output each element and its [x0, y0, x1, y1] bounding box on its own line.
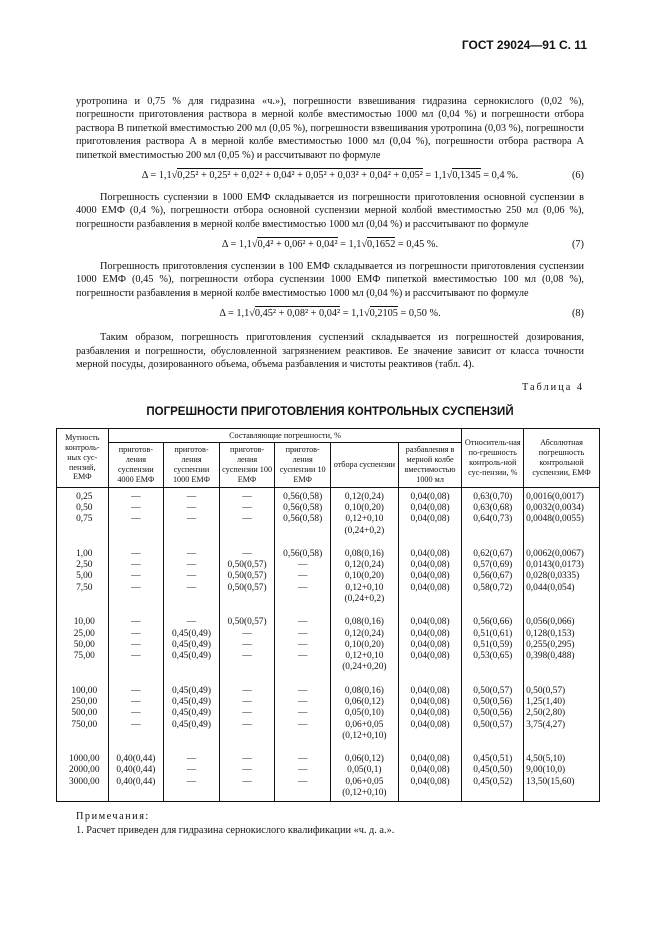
header-absolute: Абсолютная погрешность контрольной суспензии, ЕМФ — [524, 428, 600, 487]
cell-absolute: 1,25(1,40) — [524, 697, 600, 708]
cell-prep-1000: 0,45(0,49) — [164, 708, 220, 719]
cell-absolute: 0,0032(0,0034) — [524, 503, 600, 514]
cell-dilution: 0,04(0,08) — [398, 560, 462, 571]
cell-turbidity: 250,00 — [57, 697, 109, 708]
table-row — [57, 686, 600, 697]
table-row — [57, 754, 600, 765]
cell-turbidity: 100,00 — [57, 686, 109, 697]
table-row — [57, 651, 600, 674]
gap-cell — [108, 537, 164, 549]
cell-absolute: 0,0143(0,0173) — [524, 560, 600, 571]
gap-cell — [108, 674, 164, 686]
gap-cell — [275, 674, 331, 686]
cell-prep-1000: 0,45(0,49) — [164, 651, 220, 674]
table-row — [57, 697, 600, 708]
gap-cell — [275, 742, 331, 754]
formula-7-result: = 0,45 %. — [395, 239, 439, 250]
cell-dilution: 0,04(0,08) — [398, 777, 462, 802]
cell-prep-100: — — [219, 765, 275, 776]
cell-turbidity: 750,00 — [57, 720, 109, 743]
cell-relative: 0,45(0,51) — [462, 754, 524, 765]
group-gap — [57, 605, 600, 617]
subheader-sampling: отбора суспензии — [331, 443, 399, 487]
cell-relative: 0,58(0,72) — [462, 583, 524, 606]
page-header: ГОСТ 29024—91 С. 11 — [461, 38, 587, 52]
cell-relative: 0,63(0,70) — [462, 487, 524, 503]
gap-cell — [462, 537, 524, 549]
cell-prep-4000: — — [108, 629, 164, 640]
errors-table — [56, 428, 600, 803]
cell-prep-4000: 0,40(0,44) — [108, 754, 164, 765]
gap-cell — [524, 674, 600, 686]
table-row — [57, 487, 600, 503]
cell-prep-10: — — [275, 697, 331, 708]
gap-cell — [524, 742, 600, 754]
cell-prep-10: 0,56(0,58) — [275, 487, 331, 503]
cell-relative: 0,50(0,57) — [462, 720, 524, 743]
table-row — [57, 617, 600, 628]
subheader-100: приготов-ления суспензии 100 ЕМФ — [219, 443, 275, 487]
cell-prep-100: — — [219, 777, 275, 802]
cell-prep-10: — — [275, 583, 331, 606]
cell-absolute: 3,75(4,27) — [524, 720, 600, 743]
cell-sampling: 0,08(0,16) — [331, 686, 399, 697]
gap-cell — [219, 537, 275, 549]
cell-prep-4000: — — [108, 503, 164, 514]
formula-7 — [76, 234, 584, 256]
cell-dilution: 0,04(0,08) — [398, 514, 462, 537]
cell-absolute: 0,398(0,488) — [524, 651, 600, 674]
notes-header: Примечания: — [76, 811, 150, 823]
cell-prep-4000: — — [108, 651, 164, 674]
cell-turbidity: 0,25 — [57, 487, 109, 503]
cell-absolute: 0,0016(0,0017) — [524, 487, 600, 503]
cell-sampling: 0,06(0,12) — [331, 697, 399, 708]
cell-absolute: 13,50(15,60) — [524, 777, 600, 802]
table-row — [57, 765, 600, 776]
cell-turbidity: 3000,00 — [57, 777, 109, 802]
subheader-4000: приготов-ления суспензии 4000 ЕМФ — [108, 443, 164, 487]
cell-relative: 0,62(0,67) — [462, 549, 524, 560]
cell-prep-1000: — — [164, 571, 220, 582]
gap-cell — [57, 605, 109, 617]
cell-prep-1000: — — [164, 777, 220, 802]
cell-prep-4000: — — [108, 697, 164, 708]
cell-turbidity: 1,00 — [57, 549, 109, 560]
cell-dilution: 0,04(0,08) — [398, 754, 462, 765]
cell-prep-100: — — [219, 640, 275, 651]
formula-8-radicand: 0,45² + 0,08² + 0,04² — [254, 308, 341, 320]
cell-absolute: 0,255(0,295) — [524, 640, 600, 651]
cell-dilution: 0,04(0,08) — [398, 686, 462, 697]
header-turbidity: Мутность контроль-ных сус-пензий, ЕМФ — [57, 428, 109, 487]
cell-dilution: 0,04(0,08) — [398, 640, 462, 651]
gap-cell — [462, 742, 524, 754]
cell-prep-100: — — [219, 754, 275, 765]
cell-absolute: 0,0048(0,0055) — [524, 514, 600, 537]
table-row — [57, 720, 600, 743]
gap-cell — [331, 674, 399, 686]
table-label: Таблица 4 — [521, 382, 584, 394]
cell-turbidity: 1000,00 — [57, 754, 109, 765]
gap-cell — [398, 605, 462, 617]
cell-absolute: 0,128(0,153) — [524, 629, 600, 640]
table-row — [57, 571, 600, 582]
cell-prep-4000: — — [108, 571, 164, 582]
cell-turbidity: 5,00 — [57, 571, 109, 582]
cell-dilution: 0,04(0,08) — [398, 549, 462, 560]
paragraph-1: уротропина и 0,75 % для гидразина «ч.»), погрешности взвешивания гидразина сернокислого (0,02 %), погрешности приготовления раствора в мерной колбе вместимостью 1000 мл (0,04 %) и погрешности отбора раствора В пипеткой вместимостью 200 мл (0,05 %), погрешности взвешивания уротропина (0,03 %), погрешности приготовления раствора А в мерной колбе вместимостью 1000 мл (0,04 %), погрешности отбора раствора А пипеткой вместимостью 200 мл (0,05 %) и рассчитывают по формуле — [76, 96, 584, 161]
cell-prep-4000: — — [108, 487, 164, 503]
paragraph-4: Таким образом, погрешность приготовления суспензий складывается из погрешностей дозирования, разбавления и погрешности, обусловленной загрязнением реактивов. Ее значение зависит от класса точности мерной посуды, дозированного объема, объема разбавления и чистоты реактивов (табл. 4). — [76, 332, 584, 370]
cell-dilution: 0,04(0,08) — [398, 487, 462, 503]
cell-relative: 0,64(0,73) — [462, 514, 524, 537]
cell-prep-4000: — — [108, 549, 164, 560]
cell-prep-100: 0,50(0,57) — [219, 583, 275, 606]
cell-prep-10: — — [275, 720, 331, 743]
cell-sampling: 0,10(0,20) — [331, 640, 399, 651]
cell-prep-100: — — [219, 651, 275, 674]
cell-turbidity: 7,50 — [57, 583, 109, 606]
gap-cell — [164, 674, 220, 686]
gap-cell — [275, 605, 331, 617]
cell-turbidity: 25,00 — [57, 629, 109, 640]
gap-cell — [524, 537, 600, 549]
table-row — [57, 640, 600, 651]
cell-sampling: 0,12(0,24) — [331, 487, 399, 503]
cell-prep-1000: — — [164, 560, 220, 571]
table-body — [57, 487, 600, 801]
cell-dilution: 0,04(0,08) — [398, 503, 462, 514]
cell-prep-10: — — [275, 754, 331, 765]
cell-prep-10: — — [275, 686, 331, 697]
paragraph-2: Погрешность суспензии в 1000 ЕМФ складывается из погрешности приготовления основной суспензии в 4000 ЕМФ (0,4 %), погрешности отбора основной суспензии мерной колбой вместимостью 250 мл (0,06 %), погрешности разбавления в мерной колбе вместимостью 1000 мл (0,04 %) и рассчитывают по формуле — [76, 191, 584, 230]
cell-prep-100: — — [219, 697, 275, 708]
table-row — [57, 503, 600, 514]
paragraph-3: Погрешность приготовления суспензии в 100 ЕМФ складывается из погрешности приготовления суспензии 1000 ЕМФ (0,45 %), погрешности отбора суспензии 1000 ЕМФ пипеткой вместимостью 100 мл (0,08 %), погрешности разбавления в мерной колбе вместимостью 1000 мл (0,04 %) и рассчитывают по формуле — [76, 261, 584, 299]
gap-cell — [164, 605, 220, 617]
cell-prep-10: — — [275, 617, 331, 628]
cell-sampling: 0,12(0,24) — [331, 560, 399, 571]
gap-cell — [524, 605, 600, 617]
cell-prep-1000: — — [164, 765, 220, 776]
gap-cell — [331, 605, 399, 617]
formula-8-prefix: Δ = 1,1√ — [219, 308, 255, 320]
gap-cell — [164, 742, 220, 754]
formula-6-radicand-2: 0,1345 — [452, 169, 481, 181]
formula-6 — [76, 165, 584, 187]
gap-cell — [219, 605, 275, 617]
gap-cell — [108, 605, 164, 617]
cell-prep-100: — — [219, 720, 275, 743]
cell-sampling: 0,08(0,16) — [331, 617, 399, 628]
cell-prep-10: — — [275, 571, 331, 582]
cell-turbidity: 0,50 — [57, 503, 109, 514]
formula-6-prefix: Δ = 1,1√ — [141, 169, 178, 181]
cell-sampling: 0,06+0,05 (0,12+0,10) — [331, 777, 399, 802]
gap-cell — [57, 742, 109, 754]
gap-cell — [275, 537, 331, 549]
cell-absolute: 0,0062(0,0067) — [524, 549, 600, 560]
cell-dilution: 0,04(0,08) — [398, 571, 462, 582]
cell-prep-1000: 0,45(0,49) — [164, 686, 220, 697]
formula-8 — [76, 303, 584, 325]
cell-turbidity: 50,00 — [57, 640, 109, 651]
gap-cell — [398, 742, 462, 754]
cell-dilution: 0,04(0,08) — [398, 583, 462, 606]
cell-prep-1000: 0,45(0,49) — [164, 720, 220, 743]
cell-absolute: 9,00(10,0) — [524, 765, 600, 776]
cell-sampling: 0,12+0,10 (0,24+0,2) — [331, 583, 399, 606]
cell-prep-100: — — [219, 514, 275, 537]
cell-prep-1000: — — [164, 514, 220, 537]
cell-prep-10: — — [275, 640, 331, 651]
gap-cell — [331, 537, 399, 549]
cell-prep-10: — — [275, 765, 331, 776]
gap-cell — [219, 674, 275, 686]
cell-prep-100: — — [219, 708, 275, 719]
gap-cell — [398, 537, 462, 549]
cell-prep-100: 0,50(0,57) — [219, 571, 275, 582]
cell-prep-4000: — — [108, 708, 164, 719]
cell-absolute: 4,50(5,10) — [524, 754, 600, 765]
cell-prep-1000: 0,45(0,49) — [164, 640, 220, 651]
gap-cell — [57, 537, 109, 549]
cell-turbidity: 0,75 — [57, 514, 109, 537]
table-row — [57, 549, 600, 560]
formula-6-number: (6) — [571, 169, 584, 181]
cell-relative: 0,50(0,57) — [462, 686, 524, 697]
formula-8-mid: = 1,1√ — [340, 308, 370, 320]
note-1: 1. Расчет приведен для гидразина сернокислого квалификации «ч. д. а.». — [76, 824, 395, 836]
cell-sampling: 0,06(0,12) — [331, 754, 399, 765]
table-title: ПОГРЕШНОСТИ ПРИГОТОВЛЕНИЯ КОНТРОЛЬНЫХ СУСПЕНЗИЙ — [146, 405, 514, 418]
cell-dilution: 0,04(0,08) — [398, 720, 462, 743]
formula-7-radicand: 0,4² + 0,06² + 0,04² — [257, 239, 338, 250]
cell-sampling: 0,10(0,20) — [331, 571, 399, 582]
cell-prep-4000: 0,40(0,44) — [108, 777, 164, 802]
cell-dilution: 0,04(0,08) — [398, 697, 462, 708]
cell-relative: 0,45(0,50) — [462, 765, 524, 776]
cell-prep-100: — — [219, 487, 275, 503]
subheader-1000: приготов-ления суспензии 1000 ЕМФ — [164, 443, 220, 487]
cell-sampling: 0,08(0,16) — [331, 549, 399, 560]
header-components: Составляющие погрешности, % — [108, 428, 462, 443]
table-row — [57, 514, 600, 537]
cell-dilution: 0,04(0,08) — [398, 629, 462, 640]
formula-7-mid: = 1,1√ — [337, 239, 368, 250]
cell-dilution: 0,04(0,08) — [398, 617, 462, 628]
cell-prep-4000: — — [108, 514, 164, 537]
cell-turbidity: 2,50 — [57, 560, 109, 571]
formula-6-mid: = 1,1√ — [422, 169, 453, 181]
subheader-dilution: разбавления в мерной колбе вместимостью 1000 мл — [398, 443, 462, 487]
formula-6-result: = 0,4 %. — [480, 169, 519, 181]
group-gap — [57, 742, 600, 754]
cell-relative: 0,53(0,65) — [462, 651, 524, 674]
cell-sampling: 0,12(0,24) — [331, 629, 399, 640]
cell-prep-4000: 0,40(0,44) — [108, 765, 164, 776]
cell-turbidity: 500,00 — [57, 708, 109, 719]
gap-cell — [398, 674, 462, 686]
cell-prep-100: — — [219, 686, 275, 697]
notes — [76, 810, 584, 837]
cell-prep-4000: — — [108, 720, 164, 743]
cell-dilution: 0,04(0,08) — [398, 651, 462, 674]
cell-prep-10: — — [275, 777, 331, 802]
gap-cell — [462, 605, 524, 617]
cell-prep-10: 0,56(0,58) — [275, 503, 331, 514]
cell-absolute: 0,056(0,066) — [524, 617, 600, 628]
table-row — [57, 777, 600, 802]
cell-prep-4000: — — [108, 686, 164, 697]
cell-relative: 0,45(0,52) — [462, 777, 524, 802]
gap-cell — [331, 742, 399, 754]
cell-prep-1000: — — [164, 617, 220, 628]
cell-sampling: 0,05(0,1) — [331, 765, 399, 776]
cell-prep-4000: — — [108, 617, 164, 628]
cell-dilution: 0,04(0,08) — [398, 765, 462, 776]
gap-cell — [164, 537, 220, 549]
gap-cell — [462, 674, 524, 686]
cell-prep-100: — — [219, 629, 275, 640]
formula-8-radicand-2: 0,2105 — [369, 308, 398, 320]
subheader-10: приготов-ления суспензии 10 ЕМФ — [275, 443, 331, 487]
table-row — [57, 560, 600, 571]
cell-absolute: 0,50(0,57) — [524, 686, 600, 697]
cell-prep-1000: — — [164, 549, 220, 560]
gap-cell — [219, 742, 275, 754]
cell-prep-10: — — [275, 651, 331, 674]
cell-prep-1000: — — [164, 754, 220, 765]
formula-6-radicand: 0,25² + 0,25² + 0,02² + 0,04² + 0,05² + 0,03² + 0,04² + 0,05² — [177, 169, 423, 181]
cell-dilution: 0,04(0,08) — [398, 708, 462, 719]
cell-turbidity: 10,00 — [57, 617, 109, 628]
cell-absolute: 0,044(0,054) — [524, 583, 600, 606]
cell-relative: 0,51(0,61) — [462, 629, 524, 640]
group-gap — [57, 537, 600, 549]
formula-8-number: (8) — [571, 308, 584, 320]
table-row — [57, 708, 600, 719]
group-gap — [57, 674, 600, 686]
cell-relative: 0,57(0,69) — [462, 560, 524, 571]
cell-prep-100: 0,50(0,57) — [219, 560, 275, 571]
cell-absolute: 0,028(0,0335) — [524, 571, 600, 582]
cell-prep-10: — — [275, 560, 331, 571]
cell-relative: 0,51(0,59) — [462, 640, 524, 651]
cell-turbidity: 2000,00 — [57, 765, 109, 776]
cell-prep-100: — — [219, 503, 275, 514]
cell-prep-4000: — — [108, 640, 164, 651]
cell-prep-10: — — [275, 708, 331, 719]
cell-relative: 0,50(0,56) — [462, 697, 524, 708]
formula-7-prefix: Δ = 1,1√ — [221, 239, 258, 250]
gap-cell — [57, 674, 109, 686]
cell-prep-1000: — — [164, 487, 220, 503]
cell-turbidity: 75,00 — [57, 651, 109, 674]
cell-sampling: 0,05(0,10) — [331, 708, 399, 719]
cell-prep-1000: — — [164, 503, 220, 514]
document-body — [65, 95, 591, 837]
cell-relative: 0,50(0,56) — [462, 708, 524, 719]
cell-sampling: 0,06+0,05 (0,12+0,10) — [331, 720, 399, 743]
formula-7-radicand-2: 0,1652 — [367, 239, 396, 250]
cell-prep-4000: — — [108, 560, 164, 571]
cell-prep-10: 0,56(0,58) — [275, 549, 331, 560]
cell-prep-1000: — — [164, 583, 220, 606]
cell-prep-100: 0,50(0,57) — [219, 617, 275, 628]
formula-7-number: (7) — [571, 239, 584, 250]
cell-prep-10: — — [275, 629, 331, 640]
cell-prep-4000: — — [108, 583, 164, 606]
formula-8-result: = 0,50 %. — [397, 308, 441, 320]
gap-cell — [108, 742, 164, 754]
cell-prep-1000: 0,45(0,49) — [164, 629, 220, 640]
cell-sampling: 0,12+0,10 (0,24+0,20) — [331, 651, 399, 674]
cell-sampling: 0,10(0,20) — [331, 503, 399, 514]
header-relative: Относитель-ная по-грешность контроль-ной сус-пензии, % — [462, 428, 524, 487]
cell-absolute: 2,50(2,80) — [524, 708, 600, 719]
cell-relative: 0,56(0,66) — [462, 617, 524, 628]
cell-prep-10: 0,56(0,58) — [275, 514, 331, 537]
cell-prep-1000: 0,45(0,49) — [164, 697, 220, 708]
cell-sampling: 0,12+0,10 (0,24+0,2) — [331, 514, 399, 537]
table-row — [57, 629, 600, 640]
cell-prep-100: — — [219, 549, 275, 560]
cell-relative: 0,63(0,68) — [462, 503, 524, 514]
table-row — [57, 583, 600, 606]
cell-relative: 0,56(0,67) — [462, 571, 524, 582]
